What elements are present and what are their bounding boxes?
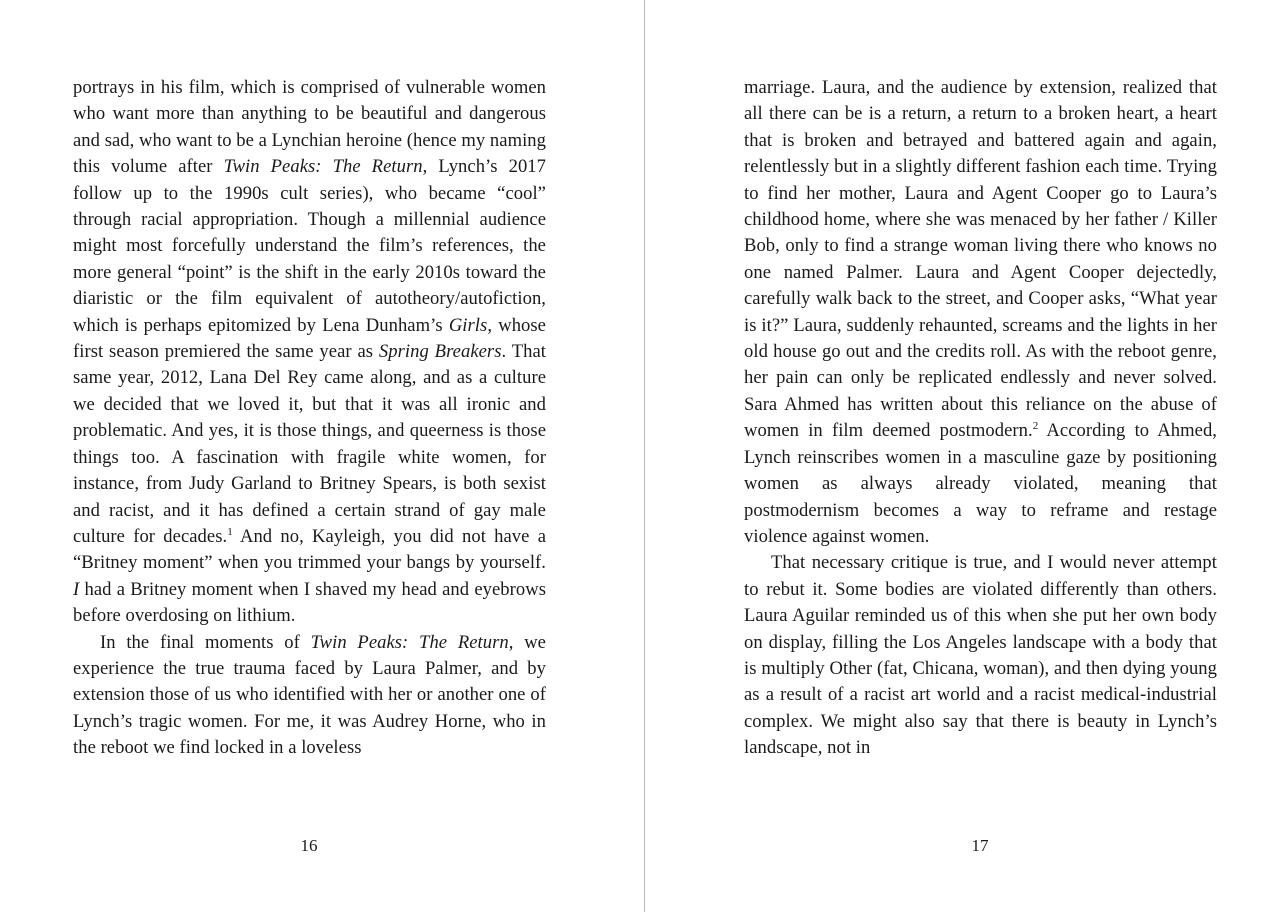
left-paragraph-1: [73, 75, 546, 630]
right-paragraph-1: [744, 75, 1217, 550]
title-twin-peaks-the-return: Twin Peaks: The Return: [310, 631, 509, 653]
text-run: , we experience the true trauma faced by Laura Palmer, and by extension those of us who identified with her or another one of Lynch’s tragic women. For me, it was Audrey Horne, who in the reboot we find locked in a loveless: [73, 631, 546, 759]
left-paragraph-2: [73, 630, 546, 762]
footnote-marker-1: 1: [227, 525, 233, 538]
text-run: According to Ahmed, Lynch reinscribes women in a masculine gaze by positioning women as always already violated, meaning that postmodernism becomes a way to reframe and restage violence against women.: [744, 420, 1217, 547]
text-run: marriage. Laura, and the audience by extension, realized that all there can be is a return, a return to a broken heart, a heart that is broken and betrayed and battered again and again, relentlessly but in a slightly different fashion each time. Trying to find her mother, Laura and Agent Cooper go to Laura’s childhood home, where she was menaced by her father / Killer Bob, only to find a strange woman living there who knows no one named Palmer. Laura and Agent Cooper dejectedly, carefully walk back to the street, and Cooper asks, “What year is it?” Laura, suddenly rehaunted, screams and the lights in her old house go out and the credits roll. As with the reboot genre, her pain can only be replicated endlessly and never solved. Sara Ahmed has written about this reliance on the abuse of women in film deemed postmodern.: [744, 77, 1217, 442]
title-spring-breakers: Spring Breakers: [378, 341, 502, 363]
title-girls: Girls: [448, 314, 488, 336]
text-run: . That same year, 2012, Lana Del Rey came along, and as a culture we decided that we loved it, but that it was all ironic and problematic. And yes, it is those things, and queerness is those things too. A fascination with fragile white women, for instance, from Judy Garland to Britney Spears, is both sexist and racist, and it has defined a certain strand of gay male culture for decades.: [73, 341, 546, 547]
text-run: And no, Kayleigh, you did not have a “Britney moment” when you trimmed your bangs by yourself.: [73, 525, 547, 574]
emphasis-i: I: [73, 578, 80, 600]
text-run: That necessary critique is true, and I would never attempt to rebut it. Some bodies are violated differently than others. Laura Aguilar reminded us of this when she put her own body on display, filling the Los Angeles landscape with a body that is multiply Other (fat, Chicana, woman), and then dying young as a result of a racist art world and a racist medical-industrial complex. We might also say that there is beauty in Lynch’s landscape, not in: [744, 552, 1217, 759]
text-run: , Lynch’s 2017 follow up to the 1990s cult series), who became “cool” through racial appropriation. Though a millennial audience might most forcefully understand the film’s references, the more general “point” is the shift in the early 2010s toward the diaristic or the film equivalent of autotheory/autofiction, which is perhaps epitomized by Lena Dunham’s: [73, 156, 546, 336]
right-paragraph-2: [744, 550, 1217, 761]
right-page-text: [744, 75, 1217, 762]
text-run: In the final moments of: [100, 631, 311, 653]
title-twin-peaks-the-return: Twin Peaks: The Return: [223, 156, 423, 178]
text-run: portrays in his film, which is comprised of vulnerable women who want more than anything to be beautiful and dangerous and sad, who want to be a Lynchian heroine (hence my naming this volume after: [73, 77, 546, 178]
footnote-marker-2: 2: [1032, 420, 1039, 433]
right-page: [645, 0, 1288, 912]
page-number-right: 17: [971, 836, 989, 855]
text-run: had a Britney moment when I shaved my head and eyebrows before overdosing on lithium.: [73, 578, 546, 627]
text-run: , whose first season premiered the same year as: [73, 314, 546, 363]
left-page-text: [73, 75, 546, 762]
page-number-left: 16: [300, 836, 318, 855]
